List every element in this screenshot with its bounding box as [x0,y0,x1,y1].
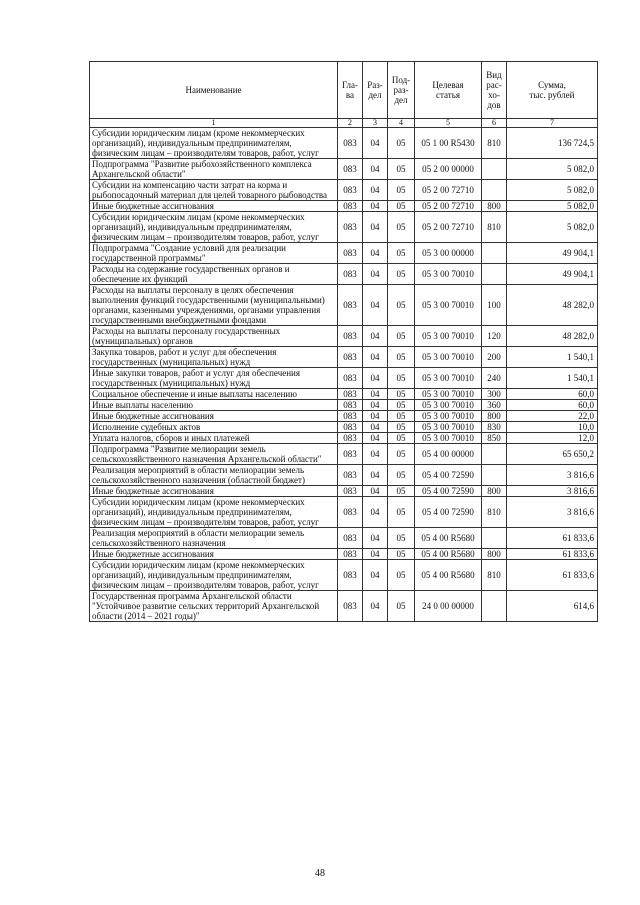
cell-statya: 05 4 00 00000 [415,444,482,465]
cell-podrazdel: 05 [388,433,415,444]
column-number: 4 [388,119,415,128]
cell-vid: 800 [482,411,507,422]
cell-summa: 5 082,0 [507,159,598,180]
cell-summa: 3 816,6 [507,465,598,486]
cell-podrazdel: 05 [388,201,415,212]
cell-podrazdel: 05 [388,549,415,560]
column-number: 6 [482,119,507,128]
cell-razdel: 04 [363,201,388,212]
table-row [90,389,598,400]
cell-razdel: 04 [363,368,388,389]
table-row [90,347,598,368]
cell-podrazdel: 05 [388,368,415,389]
column-number-row [90,119,598,128]
cell-statya: 05 3 00 70010 [415,411,482,422]
cell-summa: 3 816,6 [507,486,598,497]
cell-razdel: 04 [363,400,388,411]
cell-summa: 1 540,1 [507,347,598,368]
cell-podrazdel: 05 [388,591,415,622]
cell-name: Иные бюджетные ассигнования [90,411,338,422]
table-row [90,497,598,528]
cell-summa: 65 650,2 [507,444,598,465]
cell-vid: 800 [482,201,507,212]
column-number: 5 [415,119,482,128]
cell-summa: 61 833,6 [507,560,598,591]
cell-razdel: 04 [363,243,388,264]
cell-vid: 830 [482,422,507,433]
cell-statya: 05 4 00 72590 [415,465,482,486]
cell-glava: 083 [338,180,363,201]
cell-vid [482,243,507,264]
cell-name: Реализация мероприятий в области мелиорации земель сельскохозяйственного назначения [90,528,338,549]
cell-glava: 083 [338,549,363,560]
cell-podrazdel: 05 [388,560,415,591]
cell-summa: 49 904,1 [507,264,598,285]
cell-podrazdel: 05 [388,128,415,159]
cell-glava: 083 [338,528,363,549]
table-row [90,411,598,422]
cell-glava: 083 [338,465,363,486]
cell-vid: 810 [482,497,507,528]
cell-summa: 60,0 [507,389,598,400]
cell-statya: 05 2 00 72710 [415,180,482,201]
column-number: 2 [338,119,363,128]
cell-vid [482,465,507,486]
cell-name: Реализация мероприятий в области мелиорации земель сельскохозяйственного назначения (областной бюджет) [90,465,338,486]
cell-summa: 136 724,5 [507,128,598,159]
cell-razdel: 04 [363,411,388,422]
cell-razdel: 04 [363,264,388,285]
cell-name: Закупка товаров, работ и услуг для обеспечения государственных (муниципальных) нужд [90,347,338,368]
cell-razdel: 04 [363,591,388,622]
cell-glava: 083 [338,212,363,243]
cell-statya: 05 3 00 70010 [415,347,482,368]
cell-statya: 05 3 00 70010 [415,433,482,444]
cell-summa: 12,0 [507,433,598,444]
header-row [90,62,598,119]
cell-glava: 083 [338,560,363,591]
table-row [90,444,598,465]
cell-razdel: 04 [363,347,388,368]
table-row [90,422,598,433]
cell-podrazdel: 05 [388,486,415,497]
table-row [90,326,598,347]
table-row [90,528,598,549]
cell-summa: 49 904,1 [507,243,598,264]
cell-name: Подпрограмма "Создание условий для реализации государственной программы" [90,243,338,264]
cell-statya: 05 2 00 72710 [415,201,482,212]
cell-vid: 850 [482,433,507,444]
cell-statya: 05 3 00 70010 [415,400,482,411]
table-row [90,201,598,212]
cell-glava: 083 [338,326,363,347]
cell-razdel: 04 [363,212,388,243]
cell-podrazdel: 05 [388,400,415,411]
table-row [90,433,598,444]
table-row [90,243,598,264]
cell-podrazdel: 05 [388,347,415,368]
cell-razdel: 04 [363,497,388,528]
header-glava: Гла- ва [338,62,363,119]
table-row [90,591,598,622]
table-row [90,486,598,497]
cell-glava: 083 [338,486,363,497]
table-row [90,560,598,591]
cell-podrazdel: 05 [388,180,415,201]
cell-statya: 05 3 00 70010 [415,326,482,347]
cell-glava: 083 [338,389,363,400]
cell-razdel: 04 [363,465,388,486]
cell-summa: 48 282,0 [507,326,598,347]
cell-podrazdel: 05 [388,444,415,465]
cell-podrazdel: 05 [388,243,415,264]
cell-podrazdel: 05 [388,389,415,400]
cell-summa: 614,6 [507,591,598,622]
cell-name: Подпрограмма "Развитие мелиорации земель сельскохозяйственного назначения Архангельской области" [90,444,338,465]
cell-vid [482,264,507,285]
cell-name: Государственная программа Архангельской области "Устойчивое развитие сельских территорий Архангельской области (2014 – 2021 годы)" [90,591,338,622]
cell-vid: 810 [482,560,507,591]
cell-name: Субсидии юридическим лицам (кроме некоммерческих организаций), индивидуальным предпринимателям, физическим лицам – производителям товаров, работ, услуг [90,212,338,243]
table-row [90,368,598,389]
cell-glava: 083 [338,411,363,422]
cell-razdel: 04 [363,433,388,444]
cell-name: Иные закупки товаров, работ и услуг для обеспечения государственных (муниципальных) нужд [90,368,338,389]
cell-glava: 083 [338,264,363,285]
cell-vid: 360 [482,400,507,411]
cell-name: Иные бюджетные ассигнования [90,201,338,212]
cell-statya: 05 4 00 R5680 [415,528,482,549]
cell-glava: 083 [338,400,363,411]
cell-vid [482,444,507,465]
table-row [90,264,598,285]
cell-vid [482,180,507,201]
cell-razdel: 04 [363,180,388,201]
table-row [90,549,598,560]
cell-statya: 05 3 00 70010 [415,285,482,326]
cell-name: Расходы на содержание государственных органов и обеспечение их функций [90,264,338,285]
cell-vid: 810 [482,128,507,159]
cell-statya: 05 3 00 70010 [415,368,482,389]
cell-podrazdel: 05 [388,411,415,422]
cell-podrazdel: 05 [388,465,415,486]
cell-name: Подпрограмма "Развитие рыбохозяйственного комплекса Архангельской области" [90,159,338,180]
cell-glava: 083 [338,368,363,389]
cell-glava: 083 [338,128,363,159]
cell-summa: 5 082,0 [507,212,598,243]
cell-podrazdel: 05 [388,264,415,285]
cell-statya: 05 1 00 R5430 [415,128,482,159]
cell-summa: 48 282,0 [507,285,598,326]
cell-razdel: 04 [363,444,388,465]
cell-podrazdel: 05 [388,212,415,243]
cell-name: Уплата налогов, сборов и иных платежей [90,433,338,444]
cell-statya: 05 4 00 R5680 [415,549,482,560]
cell-glava: 083 [338,444,363,465]
column-number: 3 [363,119,388,128]
table-row [90,212,598,243]
table-row [90,285,598,326]
cell-vid: 810 [482,212,507,243]
cell-summa: 61 833,6 [507,549,598,560]
cell-name: Социальное обеспечение и иные выплаты населению [90,389,338,400]
header-summa: Сумма, тыс. рублей [507,62,598,119]
cell-name: Субсидии юридическим лицам (кроме некоммерческих организаций), индивидуальным предпринимателям, физическим лицам – производителям товаров, работ, услуг [90,128,338,159]
cell-podrazdel: 05 [388,285,415,326]
cell-statya: 05 2 00 72710 [415,212,482,243]
cell-razdel: 04 [363,389,388,400]
table-row [90,159,598,180]
cell-name: Исполнение судебных актов [90,422,338,433]
table-row [90,128,598,159]
cell-vid: 800 [482,486,507,497]
cell-glava: 083 [338,201,363,212]
cell-name: Иные бюджетные ассигнования [90,549,338,560]
cell-razdel: 04 [363,326,388,347]
cell-glava: 083 [338,497,363,528]
header-vid: Вид рас- хо- дов [482,62,507,119]
cell-vid: 100 [482,285,507,326]
cell-name: Субсидии юридическим лицам (кроме некоммерческих организаций), индивидуальным предпринимателям, физическим лицам – производителям товаров, работ, услуг [90,560,338,591]
cell-statya: 24 0 00 00000 [415,591,482,622]
cell-glava: 083 [338,347,363,368]
cell-razdel: 04 [363,159,388,180]
cell-statya: 05 3 00 70010 [415,389,482,400]
cell-vid: 200 [482,347,507,368]
cell-statya: 05 4 00 72590 [415,486,482,497]
cell-summa: 61 833,6 [507,528,598,549]
cell-summa: 5 082,0 [507,201,598,212]
cell-glava: 083 [338,591,363,622]
header-podrazdel: Под- раз- дел [388,62,415,119]
header-statya: Целевая статья [415,62,482,119]
page-number: 48 [315,868,325,879]
cell-summa: 60,0 [507,400,598,411]
cell-razdel: 04 [363,528,388,549]
cell-razdel: 04 [363,486,388,497]
cell-razdel: 04 [363,285,388,326]
cell-glava: 083 [338,422,363,433]
cell-glava: 083 [338,433,363,444]
cell-vid: 300 [482,389,507,400]
cell-glava: 083 [338,159,363,180]
cell-podrazdel: 05 [388,422,415,433]
cell-name: Субсидии на компенсацию части затрат на корма и рыбопосадочный материал для целей товарного рыбоводства [90,180,338,201]
cell-vid [482,591,507,622]
cell-summa: 1 540,1 [507,368,598,389]
column-number: 1 [90,119,338,128]
cell-vid: 120 [482,326,507,347]
cell-summa: 10,0 [507,422,598,433]
table-row [90,400,598,411]
header-razdel: Раз- дел [363,62,388,119]
cell-podrazdel: 05 [388,497,415,528]
cell-name: Расходы на выплаты персоналу государственных (муниципальных) органов [90,326,338,347]
cell-vid [482,528,507,549]
cell-name: Иные бюджетные ассигнования [90,486,338,497]
budget-table [89,61,598,622]
cell-vid: 240 [482,368,507,389]
cell-summa: 22,0 [507,411,598,422]
cell-glava: 083 [338,285,363,326]
cell-razdel: 04 [363,549,388,560]
cell-statya: 05 4 00 R5680 [415,560,482,591]
table-row [90,465,598,486]
table-row [90,180,598,201]
cell-razdel: 04 [363,560,388,591]
cell-glava: 083 [338,243,363,264]
cell-vid [482,159,507,180]
cell-name: Субсидии юридическим лицам (кроме некоммерческих организаций), индивидуальным предпринимателям, физическим лицам – производителям товаров, работ, услуг [90,497,338,528]
header-name: Наименование [90,62,338,119]
cell-podrazdel: 05 [388,159,415,180]
cell-summa: 5 082,0 [507,180,598,201]
cell-name: Расходы на выплаты персоналу в целях обеспечения выполнения функций государственными (муниципальными) органами, казенными учреждениями, органами управления государственными внебюджетными фондами [90,285,338,326]
cell-vid: 800 [482,549,507,560]
cell-statya: 05 4 00 72590 [415,497,482,528]
cell-summa: 3 816,6 [507,497,598,528]
cell-statya: 05 3 00 70010 [415,264,482,285]
cell-statya: 05 3 00 70010 [415,422,482,433]
cell-statya: 05 2 00 00000 [415,159,482,180]
cell-razdel: 04 [363,128,388,159]
cell-name: Иные выплаты населению [90,400,338,411]
cell-razdel: 04 [363,422,388,433]
cell-podrazdel: 05 [388,326,415,347]
cell-podrazdel: 05 [388,528,415,549]
column-number: 7 [507,119,598,128]
cell-statya: 05 3 00 00000 [415,243,482,264]
